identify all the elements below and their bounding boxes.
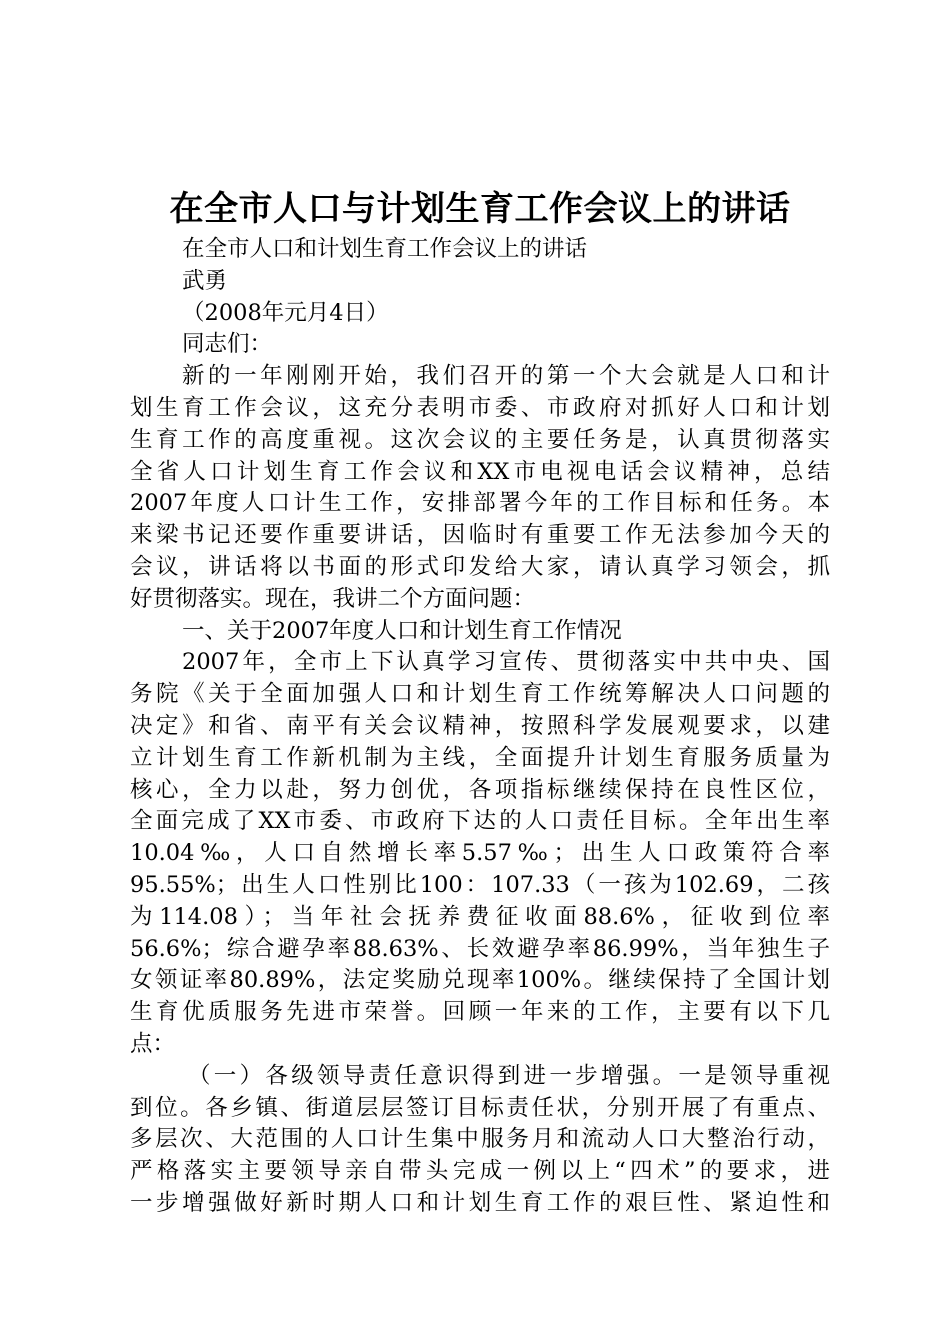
paragraph-line: 为114.08）；当年社会抚养费征收面88.6%，征收到位率 — [130, 903, 830, 930]
paragraph-line: 2007年度人口计生工作，安排部署今年的工作目标和任务。本 — [130, 490, 830, 517]
paragraph-line: 女领证率80.89%，法定奖励兑现率100%。继续保持了全国计划 — [130, 967, 830, 994]
document-title: 在全市人口与计划生育工作会议上的讲话 — [169, 189, 791, 229]
paragraph-line: 核心，全力以赴，努力创优，各项指标继续保持在良性区位， — [130, 776, 830, 803]
paragraph-line: 95.55%；出生人口性别比100：107.33（一孩为102.69，二孩 — [130, 871, 830, 898]
paragraph-line: 点： — [130, 1030, 176, 1057]
paragraph-line: 来梁书记还要作重要讲话，因临时有重要工作无法参加今天的 — [130, 522, 830, 549]
paragraph-line: 决定》和省、南平有关会议精神，按照科学发展观要求，以建 — [130, 712, 830, 739]
paragraph-line: 生育工作的高度重视。这次会议的主要任务是，认真贯彻落实 — [130, 426, 830, 453]
speaker-name: 武勇 — [182, 267, 228, 294]
section-heading: 一、关于2007年度人口和计划生育工作情况 — [182, 617, 622, 644]
subsection-line: （一）各级领导责任意识得到进一步增强。一是领导重视 — [188, 1062, 830, 1089]
paragraph-line: 10.04‰，人口自然增长率5.57‰；出生人口政策符合率 — [130, 840, 830, 867]
salutation: 同志们： — [182, 331, 273, 358]
paragraph-line: 全面完成了XX市委、市政府下达的人口责任目标。全年出生率 — [130, 808, 830, 835]
subtitle-line: 在全市人口和计划生育工作会议上的讲话 — [182, 236, 588, 262]
paragraph-line: 2007年，全市上下认真学习宣传、贯彻落实中共中央、国 — [182, 649, 830, 676]
paragraph-line: 到位。各乡镇、街道层层签订目标责任状，分别开展了有重点、 — [130, 1094, 830, 1121]
paragraph-line: 新的一年刚刚开始，我们召开的第一个大会就是人口和计 — [182, 363, 830, 390]
paragraph-line: 生育优质服务先进市荣誉。回顾一年来的工作，主要有以下几 — [130, 999, 830, 1026]
paragraph-line: 56.6%；综合避孕率88.63%、长效避孕率86.99%，当年独生子 — [130, 935, 830, 962]
speech-date: （2008年元月4日） — [182, 299, 389, 326]
paragraph-line: 一步增强做好新时期人口和计划生育工作的艰巨性、紧迫性和 — [130, 1189, 830, 1216]
paragraph-line: 会议，讲话将以书面的形式印发给大家，请认真学习领会，抓 — [130, 553, 830, 580]
paragraph-line: 划生育工作会议，这充分表明市委、市政府对抓好人口和计划 — [130, 394, 830, 421]
paragraph-line: 立计划生育工作新机制为主线，全面提升计划生育服务质量为 — [130, 744, 830, 771]
paragraph-line: 务院《关于全面加强人口和计划生育工作统筹解决人口问题的 — [130, 681, 830, 708]
paragraph-line: 多层次、大范围的人口计生集中服务月和流动人口大整治行动， — [130, 1126, 830, 1153]
document-body — [130, 234, 830, 1220]
paragraph-line: 严格落实主要领导亲自带头完成一例以上“四术”的要求，进 — [130, 1158, 830, 1185]
paragraph-line: 好贯彻落实。现在，我讲二个方面问题： — [130, 585, 536, 612]
paragraph-line: 全省人口计划生育工作会议和XX市电视电话会议精神，总结 — [130, 458, 830, 485]
